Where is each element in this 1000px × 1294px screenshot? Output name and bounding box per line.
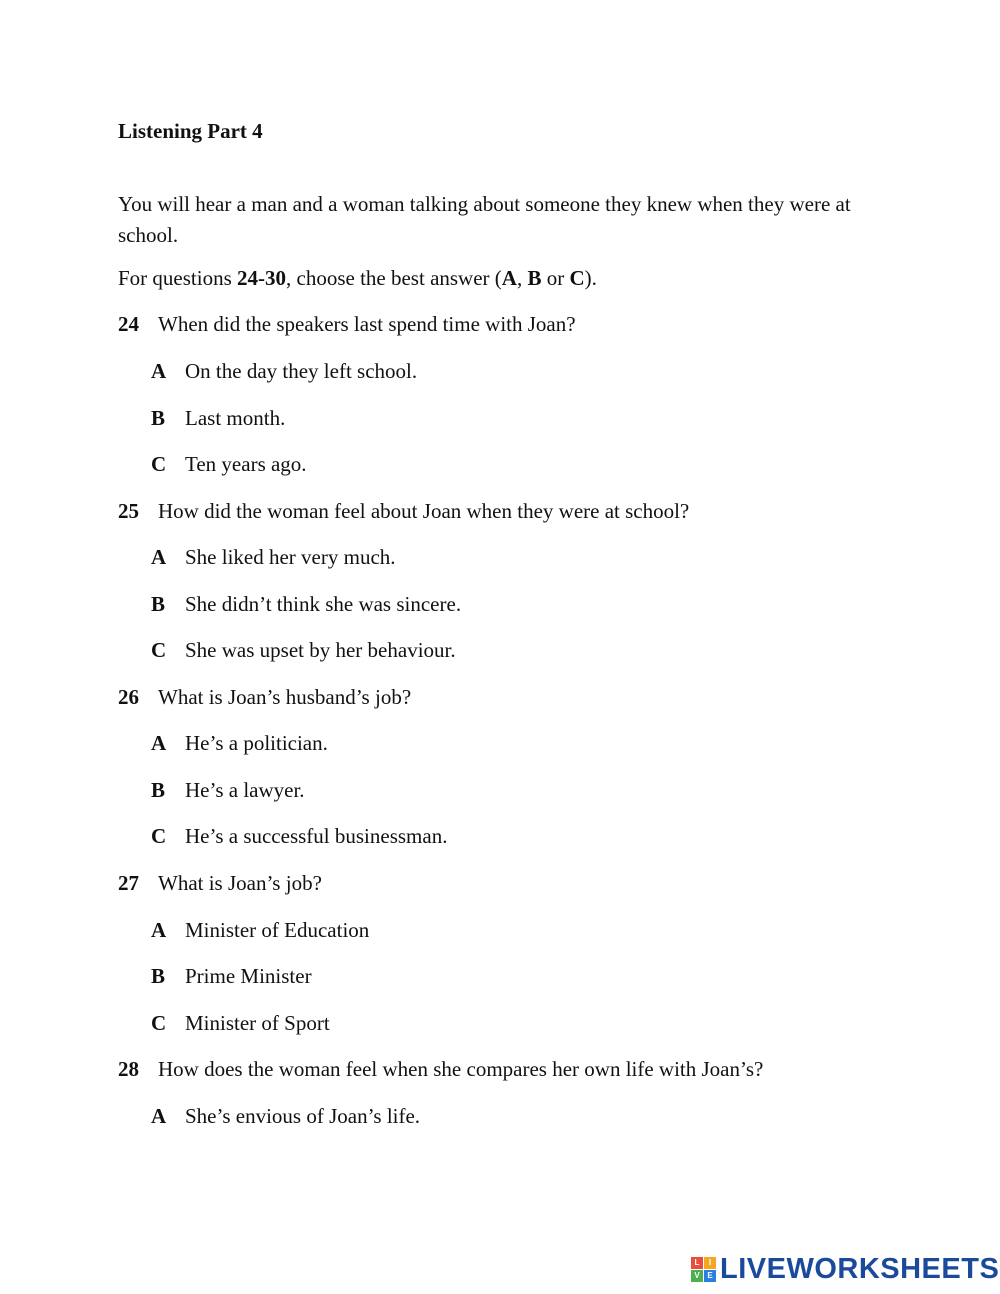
logo-mark-letter: E [704,1270,716,1282]
option-26-a[interactable] [151,731,328,756]
option-24-b[interactable] [151,406,285,431]
option-26-c[interactable] [151,824,447,849]
question-28 [118,1057,763,1082]
option-text: She didn’t think she was sincere. [185,592,462,616]
question-number: 28 [118,1057,139,1081]
option-letter: A [151,1104,167,1128]
option-letter: A [151,731,167,755]
option-text: Ten years ago. [185,452,307,476]
option-letter: B [151,406,166,430]
page-title: Listening Part 4 [118,119,263,143]
option-letter: C [151,452,167,476]
option-text: She liked her very much. [185,545,396,569]
question-text: What is Joan’s husband’s job? [158,685,412,709]
question-text: When did the speakers last spend time with Joan? [158,312,576,336]
question-number: 25 [118,499,139,523]
option-27-c[interactable] [151,1011,330,1036]
option-24-a[interactable] [151,359,417,384]
option-letter: A [151,918,167,942]
instructions-middle: , choose the best answer ( [286,266,502,290]
option-25-a[interactable] [151,545,396,570]
option-text: He’s a politician. [185,731,328,755]
logo-mark-letter: V [691,1270,703,1282]
question-number: 27 [118,871,139,895]
logo-text: LIVEWORKSHEETS [720,1252,1000,1285]
separator: or [541,266,570,290]
option-letter: A [151,359,167,383]
answer-letter-c: C [569,266,585,290]
option-letter: B [151,964,166,988]
option-text: He’s a successful businessman. [185,824,448,848]
question-25 [118,499,689,524]
question-24 [118,312,576,337]
answer-letter-a: A [501,266,517,290]
instructions [118,266,597,291]
option-text: Prime Minister [185,964,312,988]
logo-mark-icon [691,1257,716,1282]
option-27-a[interactable] [151,918,369,943]
option-text: She was upset by her behaviour. [185,638,456,662]
option-24-c[interactable] [151,452,307,477]
answer-letter-b: B [527,266,542,290]
option-letter: C [151,824,167,848]
option-letter: C [151,1011,167,1035]
logo-mark-letter: L [691,1257,703,1269]
option-25-b[interactable] [151,592,461,617]
question-number: 24 [118,312,139,336]
question-text: How did the woman feel about Joan when they were at school? [158,499,690,523]
option-text: Minister of Education [185,918,370,942]
question-26 [118,685,411,710]
option-28-a[interactable] [151,1104,420,1129]
question-27 [118,871,322,896]
question-text: What is Joan’s job? [158,871,322,895]
separator: , [516,266,528,290]
option-text: Last month. [185,406,286,430]
option-letter: B [151,592,166,616]
option-27-b[interactable] [151,964,312,989]
option-25-c[interactable] [151,638,456,663]
logo-mark-letter: I [704,1257,716,1269]
option-text: She’s envious of Joan’s life. [185,1104,421,1128]
question-number: 26 [118,685,139,709]
instructions-prefix: For questions [118,266,238,290]
instructions-suffix: ). [584,266,597,290]
option-26-b[interactable] [151,778,305,803]
option-letter: C [151,638,167,662]
option-letter: B [151,778,166,802]
intro-text: You will hear a man and a woman talking about someone they knew when they were at school. [118,192,851,247]
liveworksheets-logo [691,1252,999,1286]
option-text: Minister of Sport [185,1011,330,1035]
option-text: He’s a lawyer. [185,778,305,802]
question-range: 24-30 [237,266,287,290]
question-text: How does the woman feel when she compares her own life with Joan’s? [158,1057,764,1081]
option-text: On the day they left school. [185,359,418,383]
option-letter: A [151,545,167,569]
